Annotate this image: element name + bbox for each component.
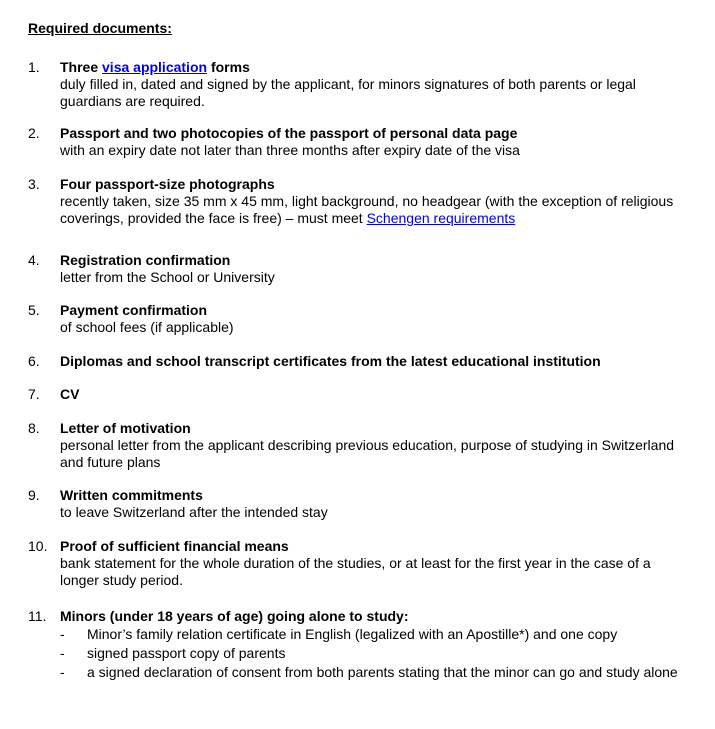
item-description: bank statement for the whole duration of the studies, or at least for the first year in the case of a longer study period. bbox=[60, 555, 651, 588]
item-number: 6. bbox=[28, 353, 40, 369]
item-number: 2. bbox=[28, 125, 40, 141]
item-number: 9. bbox=[28, 487, 40, 503]
item-number: 11. bbox=[28, 608, 47, 624]
item-title: Four passport-size photographs bbox=[60, 176, 275, 192]
schengen-requirements-link[interactable]: Schengen requirements bbox=[366, 210, 516, 226]
item-description: to leave Switzerland after the intended stay bbox=[60, 504, 328, 520]
item-number: 5. bbox=[28, 302, 40, 318]
item-number: 4. bbox=[28, 252, 40, 268]
item-number: 3. bbox=[28, 176, 40, 192]
item-title-text: Three bbox=[60, 59, 103, 75]
item-title: Proof of sufficient financial means bbox=[60, 538, 289, 554]
item-description: of school fees (if applicable) bbox=[60, 319, 234, 335]
item-description: duly filled in, dated and signed by the applicant, for minors signatures of both parents or legal guardians are required. bbox=[60, 76, 636, 109]
item-title: Written commitments bbox=[60, 487, 203, 503]
item-description: with an expiry date not later than three months after expiry date of the visa bbox=[60, 142, 520, 158]
item-number: 8. bbox=[28, 420, 40, 436]
item-description: letter from the School or University bbox=[60, 269, 275, 285]
item-description bbox=[60, 193, 685, 227]
item-title: Passport and two photocopies of the passport of personal data page bbox=[60, 125, 518, 141]
bullet-text: Minor’s family relation certificate in English (legalized with an Apostille*) and one copy bbox=[87, 626, 618, 642]
bullet-dash: - bbox=[60, 664, 65, 680]
bullet-dash: - bbox=[60, 645, 65, 661]
list-item bbox=[60, 645, 685, 662]
item-title: Minors (under 18 years of age) going alone to study: bbox=[60, 608, 409, 624]
item-number: 7. bbox=[28, 386, 40, 402]
item-title: Payment confirmation bbox=[60, 302, 208, 318]
item-title-text-end: forms bbox=[207, 59, 250, 75]
bullet-dash: - bbox=[60, 626, 65, 642]
item-description-text: recently taken, size 35 mm x 45 mm, light background, no headgear (with the exception of religious coverings, provided the face is free) – must meet bbox=[60, 193, 674, 226]
item-title: Registration confirmation bbox=[60, 252, 231, 268]
list-item bbox=[60, 664, 685, 681]
visa-application-link[interactable]: visa application bbox=[102, 59, 208, 75]
list-item bbox=[60, 626, 685, 643]
item-title bbox=[60, 59, 685, 76]
section-heading: Required documents: bbox=[28, 20, 172, 36]
item-title: Diplomas and school transcript certificates from the latest educational institution bbox=[60, 353, 601, 369]
item-number: 1. bbox=[28, 59, 40, 75]
item-number: 10. bbox=[28, 538, 48, 554]
bullet-text: a signed declaration of consent from both parents stating that the minor can go and study alone bbox=[87, 664, 678, 680]
minor-requirements-list bbox=[60, 626, 685, 681]
item-title: Letter of motivation bbox=[60, 420, 191, 436]
bullet-text: signed passport copy of parents bbox=[87, 645, 286, 661]
item-title: CV bbox=[60, 386, 80, 402]
item-description: personal letter from the applicant describing previous education, purpose of studying in Switzerland and future plans bbox=[60, 437, 675, 470]
